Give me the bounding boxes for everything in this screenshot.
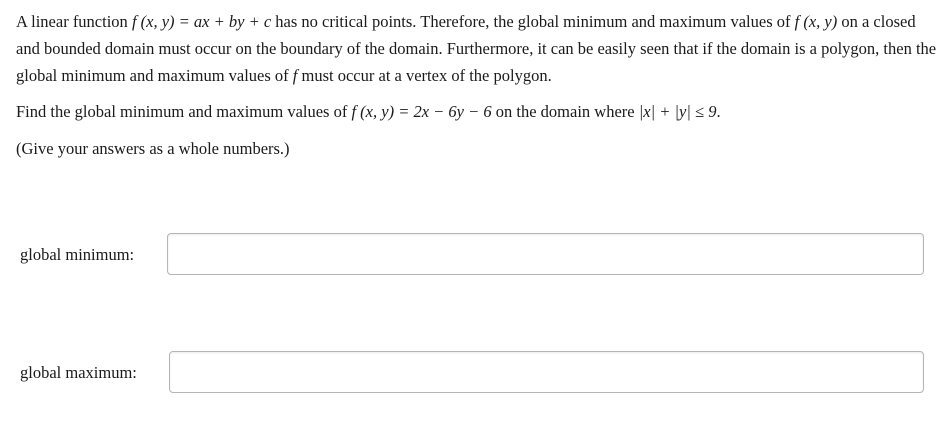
given-function: f (x, y) = 2x − 6y − 6 (351, 102, 492, 121)
global-maximum-label: global maximum: (20, 363, 137, 382)
global-minimum-input[interactable] (167, 233, 924, 275)
global-minimum-label: global minimum: (20, 245, 135, 264)
intro-text-1: A linear function (16, 12, 132, 31)
intro-text-4: must occur at a vertex of the polygon. (297, 66, 552, 85)
intro-text-3: on a closed and bounded domain must occur on the boundary of the domain. Furthermore, it can be easily seen that if the domain is a polygon, then the global minimum and maximum values of (16, 12, 937, 85)
global-minimum-row (0, 233, 952, 277)
global-maximum-row (0, 351, 952, 395)
question-text-2: on the domain where (491, 102, 639, 121)
intro-paragraph (16, 8, 941, 89)
question-text-1: Find the global minimum and maximum values of (16, 102, 352, 121)
domain-condition: |x| + |y| ≤ 9 (638, 102, 717, 121)
question-paragraph (16, 98, 941, 125)
problem-statement (16, 8, 941, 162)
intro-text-2: has no critical points. Therefore, the global minimum and maximum values of (271, 12, 795, 31)
function-name-1: f (x, y) (794, 12, 838, 31)
instruction-paragraph: (Give your answers as a whole numbers.) (16, 139, 290, 158)
question-text-3: . (716, 102, 721, 121)
function-expression: f (x, y) = ax + by + c (131, 12, 272, 31)
global-maximum-input[interactable] (169, 351, 924, 393)
function-name-2: f (292, 66, 298, 85)
